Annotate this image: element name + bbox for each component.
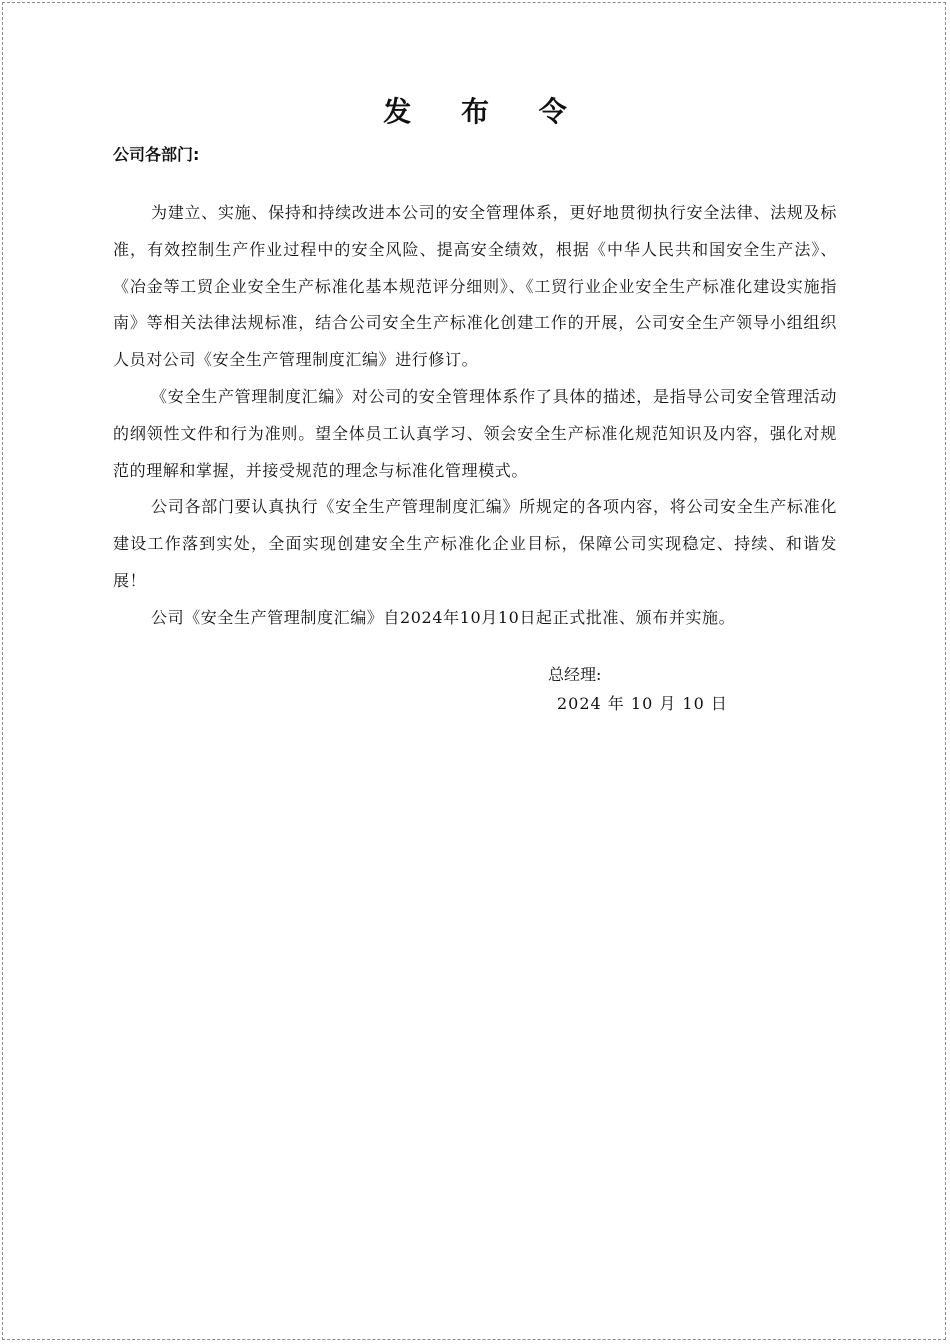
paragraph-effective-date: 公司《安全生产管理制度汇编》自2024年10月10日起正式批准、颁布并实施。 (151, 607, 736, 627)
paragraph-description: 《安全生产管理制度汇编》对公司的安全管理体系作了具体的描述，是指导公司安全管理活动的纲领性文件和行为准则。望全体员工认真学习、领会安全生产标准化规范知识及内容，强化对规范的理解和掌握，并接受规范的理念与标准化管理模式。 (113, 386, 837, 480)
document-title: 发 布 令 (383, 95, 587, 128)
paragraph-requirements: 公司各部门要认真执行《安全生产管理制度汇编》所规定的各项内容，将公司安全生产标准化建设工作落到实处，全面实现创建安全生产标准化企业目标，保障公司实现稳定、持续、和谐发展！ (113, 497, 837, 590)
signature-date: 2024 年 10 月 10 日 (557, 694, 728, 713)
salutation: 公司各部门: (113, 145, 200, 164)
document-body (113, 195, 837, 637)
paragraph-purpose: 为建立、实施、保持和持续改进本公司的安全管理体系，更好地贯彻执行安全法律、法规及标准，有效控制生产作业过程中的安全风险、提高安全绩效，根据《中华人民共和国安全生产法》、《冶金等工贸企业安全生产标准化基本规范评分细则》、《工贸行业企业安全生产标准化建设实施指南》等相关法律法规标准，结合公司安全生产标准化创建工作的开展，公司安全生产领导小组组织人员对公司《安全生产管理制度汇编》进行修订。 (113, 203, 837, 370)
signature-block (548, 660, 728, 718)
signatory-title: 总经理: (548, 665, 602, 684)
